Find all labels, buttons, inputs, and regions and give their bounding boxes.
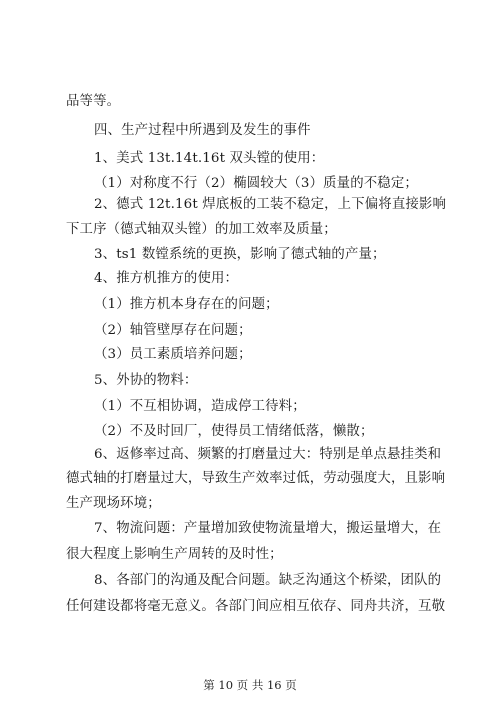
text-line: （2）轴管壁厚存在问题； [94,323,252,338]
text-line: 任何建设都将毫无意义。各部门间应相互依存、同舟共济，互敬 [66,599,446,614]
text-line: 6、返修率过高、频繁的打磨量过大：特别是单点悬挂类和 [94,447,442,462]
section-heading: 四、生产过程中所遇到及发生的事件 [94,123,311,138]
text-line: 生产现场环境； [66,496,161,511]
text-line: 8、各部门的沟通及配合问题。缺乏沟通这个桥梁，团队的 [94,573,442,588]
text-line: （1）不互相协调，造成停工待料； [94,399,306,414]
text-line: 1、美式 13t.14t.16t 双头镗的使用： [94,151,325,166]
text-line: 7、物流问题：产量增加致使物流量增大，搬运量增大，在 [94,521,442,536]
text-line: （1）对称度不行（2）椭圆较大（3）质量的不稳定； [94,176,418,191]
text-line: 4、推方机推方的使用： [94,271,239,286]
text-line: （2）不及时回厂，使得员工情绪低落，懒散； [94,424,374,439]
text-line: （1）推方机本身存在的问题； [94,297,279,312]
text-line: （3）员工素质培养问题； [94,347,252,362]
text-line: 2、德式 12t.16t 焊底板的工装不稳定，上下偏将直接影响 [94,197,446,212]
text-line: 3、ts1 数镗系统的更换，影响了德式轴的产量； [94,247,386,262]
text-line: 很大程度上影响生产周转的及时性； [66,547,283,562]
text-line: 5、外协的物料： [94,373,198,388]
text-line: 品等等。 [66,94,121,109]
page-footer: 第 10 页 共 16 页 [203,678,297,692]
text-line: 下工序（德式轴双头镗）的加工效率及质量； [66,222,337,237]
text-line: 德式轴的打磨量过大，导致生产效率过低，劳动强度大，且影响 [66,471,446,486]
